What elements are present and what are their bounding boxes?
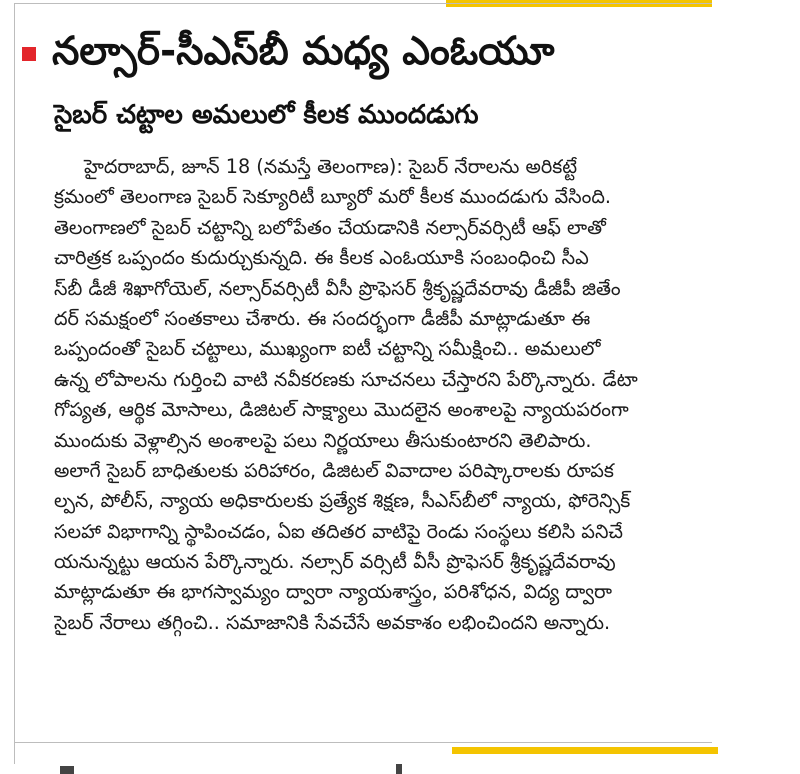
body-line: తెలంగాణలో సైబర్‌ చట్టాన్ని బలోపేతం చేయడానికి నల్సార్‌వర్సిటీ ఆఫ్‌ లాతో xyxy=(54,215,606,239)
bottom-accent-bar xyxy=(452,747,718,754)
body-line: చారిత్రక ఒప్పందం కుదుర్చుకున్నది. ఈ కీలక ఎంఓయూకి సంబంధించి సీఎ xyxy=(54,246,589,270)
body-line: అలాగే సైబర్‌ బాధితులకు పరిహారం, డిజిటల్‌ వివాదాల పరిష్కారాలకు రూపక xyxy=(54,458,614,482)
body-line: దర్‌ సమక్షంలో సంతకాలు చేశారు. ఈ సందర్భంగా డీజీపీ మాట్లాడుతూ ఈ xyxy=(54,306,591,330)
body-line: సైబర్‌ నేరాలు తగ్గించి.. సమాజానికి సేవచేసే అవకాశం లభించిందని అన్నారు. xyxy=(54,610,611,634)
subheadline: సైబర్‌ చట్టాల అమలులో కీలక ముందడుగు xyxy=(54,100,479,130)
body-line: యనున్నట్టు ఆయన పేర్కొన్నారు. నల్సార్‌ వర్సిటీ వీసీ ప్రొఫెసర్‌ శ్రీకృష్ణదేవరావు xyxy=(54,550,616,574)
bullet-square-icon xyxy=(22,47,36,61)
body-line: స్‌బీ డీజీ శిఖాగోయెల్‌, నల్సార్‌వర్సిటీ వీసీ ప్రొఫెసర్‌ శ్రీకృష్ణదేవరావు డీజీపీ జితేం xyxy=(54,276,621,300)
body-line: ఉన్న లోపాలను గుర్తించి వాటి నవీకరణకు సూచనలు చేస్తారని పేర్కొన్నారు. డేటా xyxy=(54,367,638,391)
body-line: గోప్యత, ఆర్థిక మోసాలు, డిజిటల్‌ సాక్ష్యాలు మొదలైన అంశాలపై న్యాయపరంగా xyxy=(54,398,629,422)
body-line: క్రమంలో తెలంగాణ సైబర్‌ సెక్యూరిటీ బ్యూరో మరో కీలక ముందడుగు వేసింది. xyxy=(54,185,611,209)
left-column-rule xyxy=(14,4,15,764)
body-line: ముందుకు వెళ్లాల్సిన అంశాలపై పలు నిర్ణయాలు తీసుకుంటారని తెలిపారు. xyxy=(54,428,592,452)
body-line: హైదరాబాద్‌, జూన్‌ 18 (నమస్తే తెలంగాణ): సైబర్‌ నేరాలను అరికట్టే xyxy=(84,155,578,178)
body-line: ల్పన, పోలీస్‌, న్యాయ అధికారులకు ప్రత్యేక శిక్షణ, సీఎస్‌బీలో న్యాయ, ఫోరెన్సిక్‌ xyxy=(54,489,631,513)
body-line: మాట్లాడుతూ ఈ భాగస్వామ్యం ద్వారా న్యాయశాస్త్రం, పరిశోధన, విద్య ద్వారా xyxy=(54,580,613,604)
article-body xyxy=(54,152,744,638)
body-line: ఒప్పందంతో సైబర్‌ చట్టాలు, ముఖ్యంగా ఐటీ చట్టాన్ని సమీక్షించి.. అమలులో xyxy=(54,337,601,361)
top-rule xyxy=(14,3,712,4)
body-line: సలహా విభాగాన్ని స్థాపించడం, ఏఐ తదితర వాటిపై రెండు సంస్థలు కలిసి పనిచే xyxy=(54,519,623,543)
bottom-rule xyxy=(14,742,712,743)
next-article-cutoff xyxy=(60,764,430,774)
headline: నల్సార్‌-సీఎస్‌బీ మధ్య ఎంఓయూ xyxy=(52,29,555,74)
headline-row xyxy=(22,26,554,78)
cutoff-glyph xyxy=(396,764,402,774)
cutoff-glyph xyxy=(60,766,74,774)
